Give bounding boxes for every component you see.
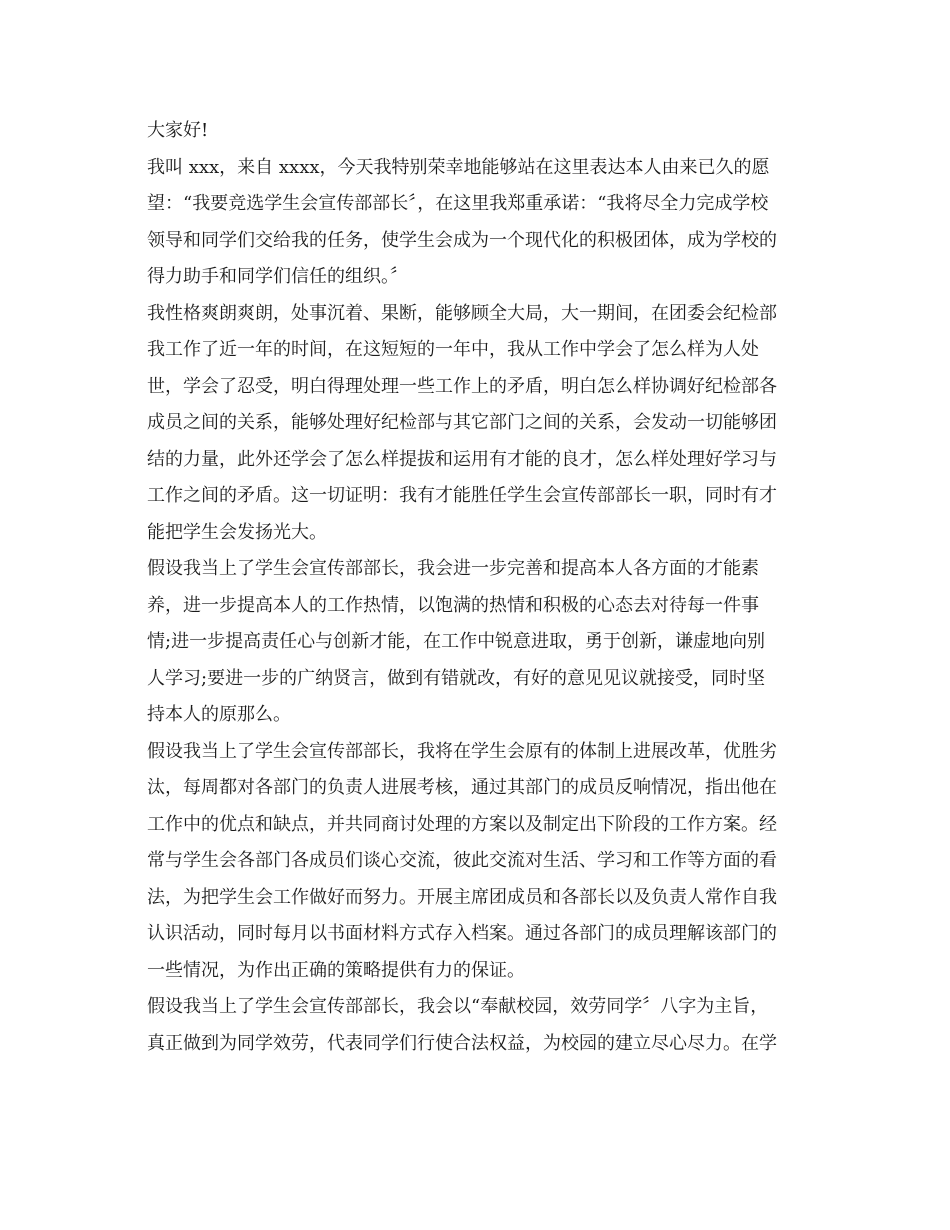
- text-line: 常与学生会各部门各成员们谈心交流，彼此交流对生活、学习和工作等方面的看: [147, 850, 777, 871]
- text-line: 世，学会了忍受，明白得理处理一些工作上的矛盾，明白怎么样协调好纪检部各: [147, 375, 777, 397]
- text-line: 一些情况，为作出正确的策略提供有力的保证。: [147, 959, 525, 981]
- text-line: 法，为把学生会工作做好而努力。开展主席团成员和各部长以及负责人常作自我: [147, 886, 777, 908]
- text-line: 我工作了近一年的时间，在这短短的一年中，我从工作中学会了怎么样为人处: [147, 339, 759, 360]
- text-line: 假设我当上了学生会宣传部部长，我会以“奉献校园，效劳同学〞八字为主旨，: [147, 996, 769, 1017]
- text-line: 我性格爽朗爽朗，处事沉着、果断，能够顾全大局，大一期间，在团委会纪检部: [147, 302, 777, 324]
- text-line: 养，进一步提高本人的工作热情，以饱满的热情和积极的心态去对待每一件事: [147, 594, 759, 616]
- text-line: 能把学生会发扬光大。: [147, 521, 327, 543]
- text-line: 持本人的原那么。: [147, 704, 291, 725]
- text-line: 我叫 xxx，来自 xxxx，今天我特别荣幸地能够站在这里表达本人由来已久的愿: [147, 156, 770, 178]
- text-line: 结的力量，此外还学会了怎么样提拔和运用有才能的良才，怎么样处理好学习与: [147, 448, 777, 470]
- text-line: 得力助手和同学们信任的组织。〞: [147, 266, 408, 287]
- text-line: 望：“我要竞选学生会宣传部部长〞，在这里我郑重承诺：“我将尽全力完成学校: [147, 193, 769, 214]
- text-line: 真正做到为同学效劳，代表同学们行使合法权益，为校园的建立尽心尽力。在学: [147, 1032, 777, 1054]
- text-line: 情;进一步提高责任心与创新才能，在工作中锐意进取，勇于创新，谦虚地向别: [147, 631, 766, 652]
- text-line: 领导和同学们交给我的任务，使学生会成为一个现代化的积极团体，成为学校的: [147, 229, 777, 251]
- text-line: 认识活动，同时每月以书面材料方式存入档案。通过各部门的成员理解该部门的: [147, 923, 777, 944]
- speech-text: [147, 113, 807, 1062]
- text-line: 假设我当上了学生会宣传部部长，我将在学生会原有的体制上进展改革，优胜劣: [147, 740, 777, 762]
- text-line: 工作之间的矛盾。这一切证明：我有才能胜任学生会宣传部部长一职，同时有才: [147, 485, 777, 506]
- text-line: 汰，每周都对各部门的负责人进展考核，通过其部门的成员反响情况，指出他在: [147, 777, 777, 798]
- text-line: 人学习;要进一步的广纳贤言，做到有错就改，有好的意见见议就接受，同时坚: [147, 667, 766, 689]
- text-line: 工作中的优点和缺点，并共同商讨处理的方案以及制定出下阶段的工作方案。经: [147, 813, 777, 835]
- text-line: 成员之间的关系，能够处理好纪检部与其它部门之间的关系，会发动一切能够团: [147, 412, 777, 433]
- text-line: 假设我当上了学生会宣传部部长，我会进一步完善和提高本人各方面的才能素: [147, 558, 759, 579]
- text-line: 大家好!: [147, 120, 209, 141]
